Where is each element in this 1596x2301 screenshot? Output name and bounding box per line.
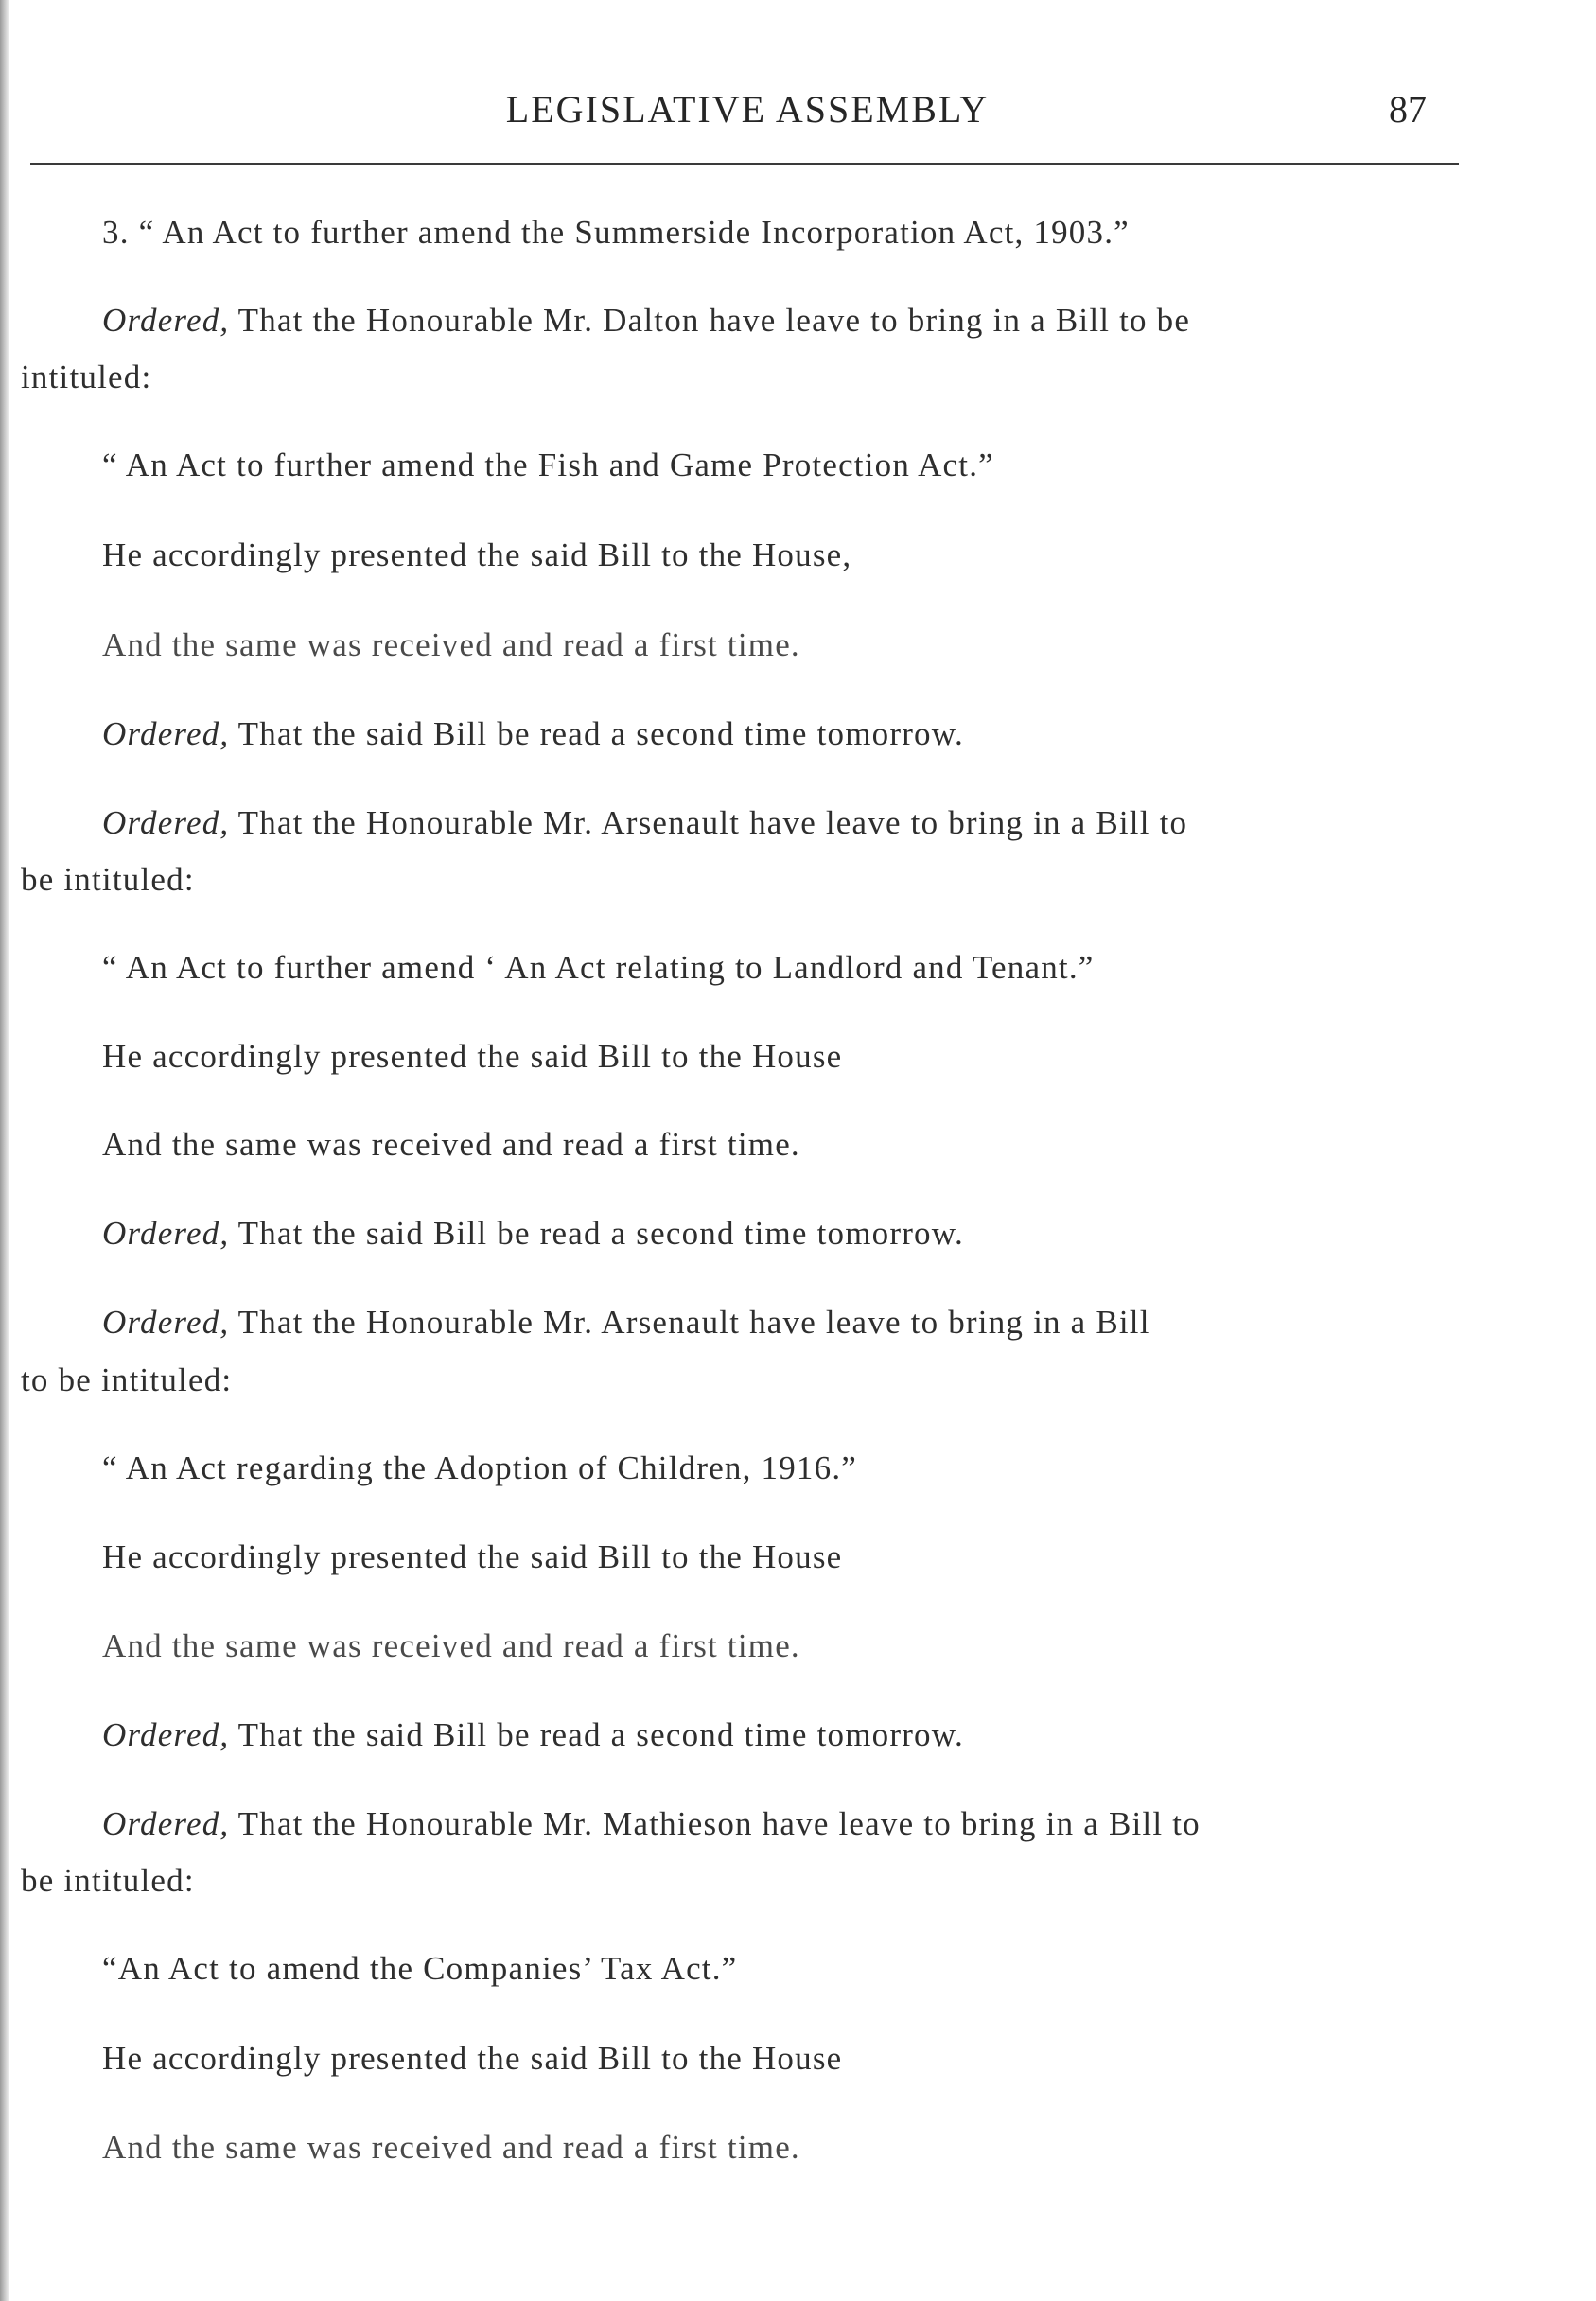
paragraph-act-title: 3. “ An Act to further amend the Summerside Incorporation Act, 1903.” (102, 214, 1130, 251)
paragraph-received: And the same was received and read a first time. (102, 2129, 800, 2166)
ordered-label: Ordered, (102, 804, 230, 841)
ordered-label: Ordered, (102, 302, 230, 339)
paragraph-ordered: Ordered, That the Honourable Mr. Arsenault have leave to bring in a Bill (102, 1304, 1150, 1341)
paragraph-continuation: be intituled: (21, 1862, 195, 1899)
paragraph-received: And the same was received and read a first time. (102, 1627, 800, 1664)
ordered-label: Ordered, (102, 1716, 230, 1753)
paragraph-received: And the same was received and read a first time. (102, 1126, 800, 1163)
paragraph-presented: He accordingly presented the said Bill to the House (102, 1038, 843, 1075)
ordered-label: Ordered, (102, 1304, 230, 1341)
paragraph-act-title: “ An Act to further amend the Fish and Game Protection Act.” (102, 447, 994, 483)
page-scan-edge (0, 0, 9, 2301)
paragraph-continuation: intituled: (21, 359, 152, 395)
paragraph-ordered: Ordered, That the said Bill be read a second time tomorrow. (102, 715, 964, 752)
ordered-label: Ordered, (102, 1805, 230, 1842)
running-title: LEGISLATIVE ASSEMBLY (505, 88, 990, 131)
ordered-label: Ordered, (102, 1215, 230, 1252)
paragraph-continuation: to be intituled: (21, 1361, 233, 1398)
paragraph-presented: He accordingly presented the said Bill to the House (102, 1538, 843, 1575)
paragraph-act-title: “ An Act to further amend ‘ An Act relating to Landlord and Tenant.” (102, 949, 1095, 986)
page-header (0, 87, 1596, 134)
paragraph-ordered: Ordered, That the said Bill be read a second time tomorrow. (102, 1215, 964, 1252)
paragraph-ordered: Ordered, That the Honourable Mr. Arsenault have leave to bring in a Bill to (102, 804, 1188, 841)
ordered-label: Ordered, (102, 715, 230, 752)
paragraph-received: And the same was received and read a first time. (102, 626, 800, 663)
paragraph-ordered: Ordered, That the said Bill be read a second time tomorrow. (102, 1716, 964, 1753)
paragraph-continuation: be intituled: (21, 861, 195, 898)
paragraph-act-title: “An Act to amend the Companies’ Tax Act.” (102, 1950, 738, 1987)
paragraph-act-title: “ An Act regarding the Adoption of Children, 1916.” (102, 1449, 858, 1486)
page-number: 87 (1389, 88, 1427, 131)
paragraph-presented: He accordingly presented the said Bill to the House, (102, 536, 852, 573)
paragraph-ordered: Ordered, That the Honourable Mr. Dalton have leave to bring in a Bill to be (102, 302, 1191, 339)
paragraph-presented: He accordingly presented the said Bill to the House (102, 2040, 843, 2077)
paragraph-ordered: Ordered, That the Honourable Mr. Mathieson have leave to bring in a Bill to (102, 1805, 1201, 1842)
header-rule (30, 163, 1459, 165)
